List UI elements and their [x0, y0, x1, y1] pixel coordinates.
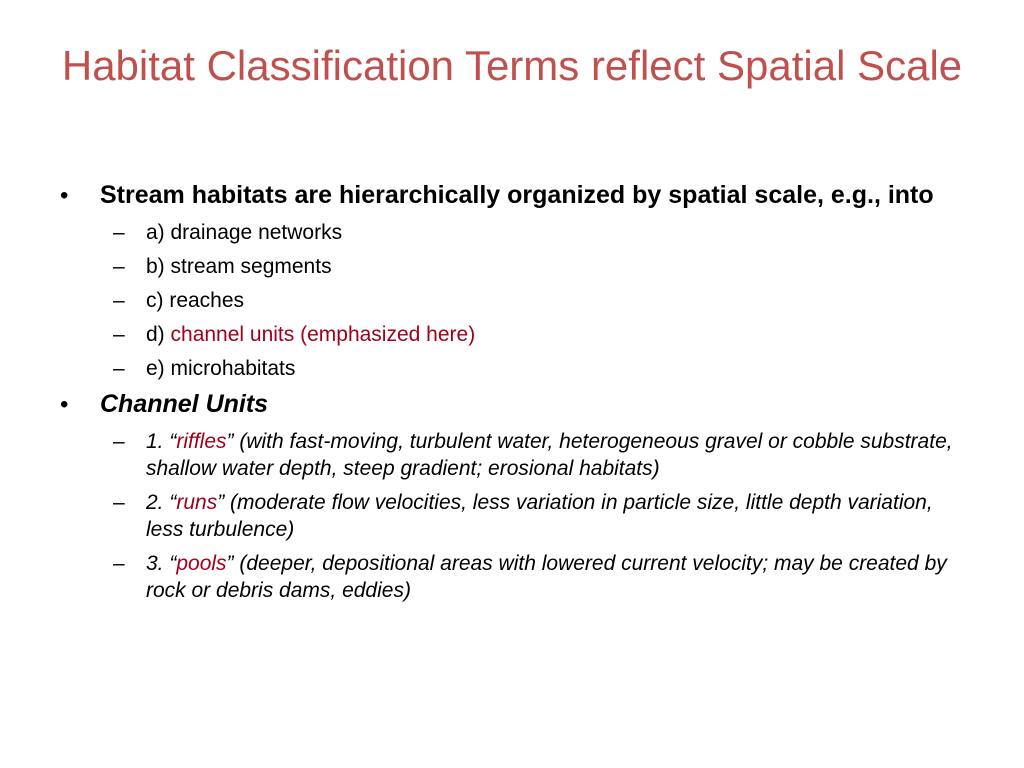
bullet-stream-habitats	[58, 180, 968, 211]
subitem-suffix: ” (deeper, depositional areas with lowered current velocity; may be created by rock or debris dams, eddies)	[146, 552, 947, 602]
subitem-prefix: d)	[146, 323, 171, 346]
dash-icon: –	[113, 289, 125, 312]
subitem-prefix: 1. “	[146, 430, 177, 453]
subitem-pools	[58, 550, 968, 604]
subitem-reaches	[58, 287, 968, 314]
slide-title: Habitat Classification Terms reflect Spatial Scale	[61, 42, 963, 89]
subitem-prefix: 2. “	[146, 491, 177, 514]
subitem-channel-units	[58, 321, 968, 348]
subitem-drainage-networks	[58, 219, 968, 246]
subitem-runs	[58, 489, 968, 543]
subitem-highlight: pools	[176, 552, 227, 575]
subitem-stream-segments	[58, 253, 968, 280]
subitem-highlight: channel units (emphasized here)	[170, 323, 476, 346]
subitem-microhabitats	[58, 355, 968, 382]
bullet-channel-units	[58, 389, 968, 420]
subitem-suffix: ” (moderate flow velocities, less variation in particle size, little depth variation, less turbulence)	[146, 491, 933, 541]
bullet-text: Stream habitats are hierarchically organized by spatial scale, e.g., into	[100, 181, 934, 209]
subitem-highlight: riffles	[176, 430, 227, 453]
sublist-channel-units	[58, 428, 968, 604]
dash-icon: –	[113, 357, 125, 380]
subitem-highlight: runs	[176, 491, 218, 514]
bullet-icon: •	[60, 182, 69, 209]
sublist-spatial-scales	[58, 219, 968, 382]
dash-icon: –	[113, 323, 125, 346]
subitem-text: a) drainage networks	[146, 221, 343, 244]
subitem-suffix: ” (with fast-moving, turbulent water, heterogeneous gravel or cobble substrate, shallow water depth, steep gradient; erosional habitats)	[146, 430, 953, 480]
bullet-text: Channel Units	[100, 390, 269, 418]
subitem-text: e) microhabitats	[146, 357, 296, 380]
dash-icon: –	[113, 255, 125, 278]
dash-icon: –	[113, 430, 125, 453]
subitem-riffles	[58, 428, 968, 482]
bullet-icon: •	[60, 391, 69, 418]
dash-icon: –	[113, 491, 125, 514]
dash-icon: –	[113, 221, 125, 244]
subitem-text: c) reaches	[146, 289, 245, 312]
slide-body	[58, 180, 968, 611]
subitem-prefix: 3. “	[146, 552, 177, 575]
subitem-text: b) stream segments	[146, 255, 332, 278]
dash-icon: –	[113, 552, 125, 575]
